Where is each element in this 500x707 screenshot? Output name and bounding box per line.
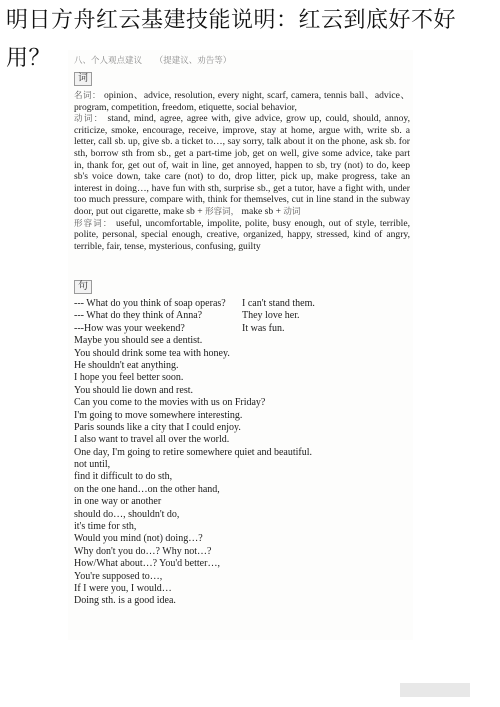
sentence-line: Why don't you do…? Why not…? bbox=[74, 545, 212, 557]
sentence-line: One day, I'm going to retire somewhere quiet and beautiful. bbox=[74, 446, 313, 458]
article-title: 明日方舟红云基建技能说明：红云到底好不好用？ bbox=[6, 8, 457, 71]
dialogue-row bbox=[74, 323, 410, 335]
dialogue-row bbox=[74, 310, 410, 322]
verb-list: stand, mind, agree, agree with, give advice, grow up, could, should, annoy, criticize, smoke, encourage, receive, improve, stay at home, argue with, write sb. a letter, call sb. up, give sb. a ticket to…, say sorry, talk about it on the phone, ask sb. for sth, borrow sth from sb., get a part-time job, get on well, give some advice, take part in, thank for, get out of, wait in line, get annoyed, happen to sb, try (not) to do, keep sb's voice down, take care (not) to do, drop litter, pick up, make progress, take an interest in doing…, have fun with sth, surprise sb., get a tutor, have a fight with, under too much pressure, compare with, think for themselves, cut in line stand in the subway door, put out cigarette, make sb + bbox=[74, 113, 410, 217]
sentence-line: Maybe you should see a dentist. bbox=[74, 335, 203, 347]
sentence-line: find it difficult to do sth, bbox=[74, 471, 173, 483]
dialogue-question: ---How was your weekend? bbox=[74, 322, 185, 334]
verb-list-end: make sb + bbox=[241, 205, 281, 217]
sentence-block bbox=[74, 298, 410, 608]
adjective-list: useful, uncomfortable, impolite, polite, busy enough, out of style, terrible, polite, personal, special enough, creative, organized, happy, stressed, kind of angry, terrible, fair, tense, mysterious, confusing, guilty bbox=[74, 217, 410, 252]
sentence-line: it's time for sth, bbox=[74, 521, 137, 533]
sentence-line: on the one hand…on the other hand, bbox=[74, 483, 220, 495]
sentence-line: Doing sth. is a good idea. bbox=[74, 595, 176, 607]
verb-tag-inline: 动词 bbox=[283, 205, 301, 216]
dialogue-answer: I can't stand them. bbox=[242, 298, 315, 309]
sentence-line: in one way or another bbox=[74, 496, 162, 508]
sentence-line: Can you come to the movies with us on Friday? bbox=[74, 397, 266, 409]
adj-tag-inline: 形容词， bbox=[205, 205, 240, 216]
sentence-line: You should lie down and rest. bbox=[74, 384, 193, 396]
sentence-line: not until, bbox=[74, 459, 111, 471]
sentence-line: He shouldn't eat anything. bbox=[74, 359, 179, 371]
adjective-paragraph bbox=[74, 218, 410, 253]
verb-paragraph bbox=[74, 113, 410, 217]
dialogue-row bbox=[74, 298, 410, 310]
vocab-block bbox=[74, 90, 410, 252]
sentence-label: 句 bbox=[74, 280, 92, 294]
dialogue-answer: They love her. bbox=[242, 310, 300, 322]
sentence-line: Would you mind (not) doing…? bbox=[74, 533, 203, 545]
noun-tag: 名词： bbox=[74, 90, 102, 100]
noun-paragraph bbox=[74, 90, 410, 113]
sentence-line: If I were you, I would… bbox=[74, 582, 172, 594]
noun-list: opinion、advice, resolution, every night, scarf, camera, tennis ball、advice、program, competition, freedom, etiquette, social behavior, bbox=[74, 90, 410, 113]
sentence-line: I'm going to move somewhere interesting. bbox=[74, 409, 243, 421]
sentence-line: You should drink some tea with honey. bbox=[74, 347, 230, 359]
watermark bbox=[400, 683, 470, 697]
sentence-line: You're supposed to…, bbox=[74, 570, 163, 582]
sentence-line: I also want to travel all over the world. bbox=[74, 434, 230, 446]
sentence-line: Paris sounds like a city that I could enjoy. bbox=[74, 421, 241, 433]
vocab-label: 词 bbox=[74, 72, 92, 86]
section-heading: 八、个人观点建议 （提建议、劝告等） bbox=[74, 55, 232, 65]
dialogue-answer: It was fun. bbox=[242, 322, 285, 334]
scanned-document bbox=[68, 50, 413, 640]
sentence-line: I hope you feel better soon. bbox=[74, 372, 184, 384]
adjective-tag: 形容词： bbox=[74, 217, 113, 228]
sentence-line: should do…, shouldn't do, bbox=[74, 508, 180, 520]
sentence-line: How/What about…? You'd better…, bbox=[74, 558, 220, 570]
dialogue-question: --- What do you think of soap operas? bbox=[74, 298, 226, 309]
dialogue-question: --- What do they think of Anna? bbox=[74, 310, 203, 322]
verb-tag: 动词： bbox=[74, 113, 104, 124]
